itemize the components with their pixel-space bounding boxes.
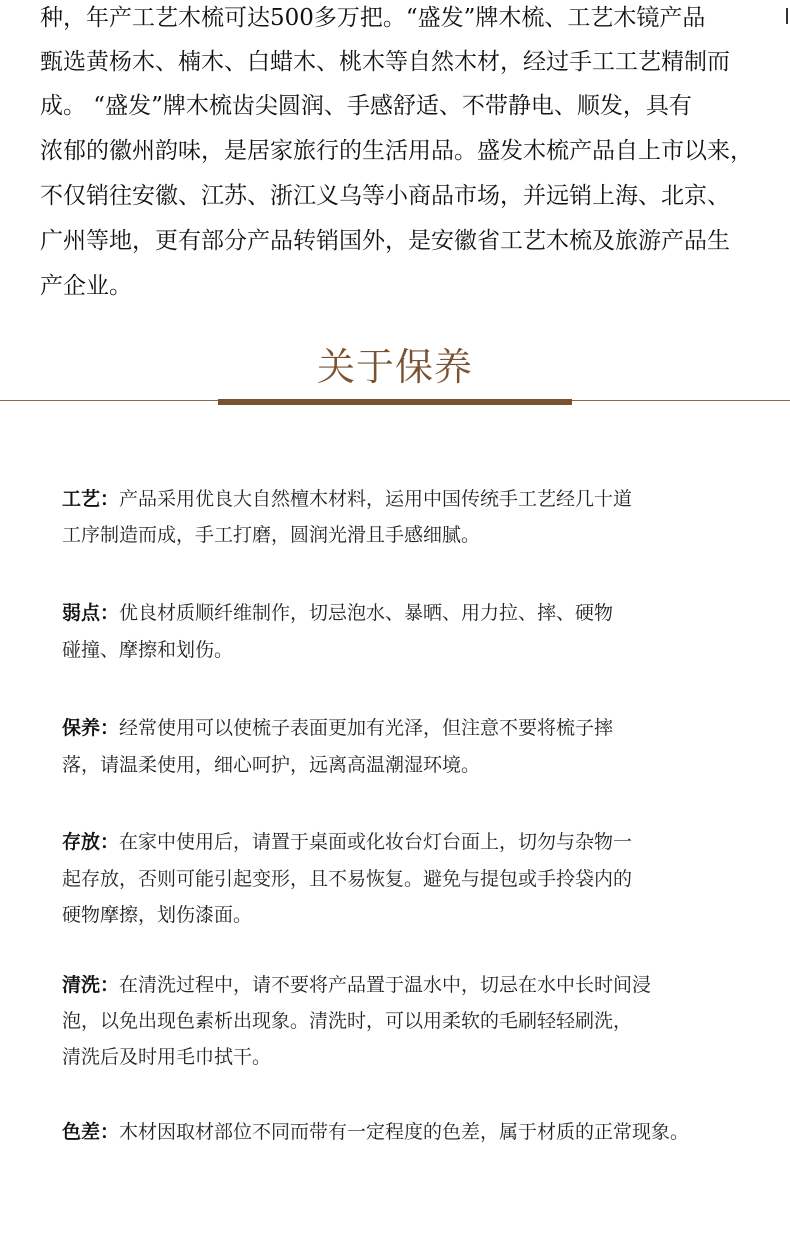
care-item-color-difference: [62, 1117, 689, 1147]
intro-line: 成。 “盛发”牌木梳齿尖圆润、手感舒适、不带静电、顺发，具有: [40, 93, 692, 119]
care-text: 在清洗过程中，请不要将产品置于温水中，切忌在水中长时间浸: [119, 974, 652, 996]
intro-line: 不仅销往安徽、江苏、浙江义乌等小商品市场，并远销上海、北京、: [40, 183, 730, 209]
care-item-storage-cont: 硬物摩擦，划伤漆面。: [62, 904, 253, 926]
care-text: 优良材质顺纤维制作，切忌泡水、暴晒、用力拉、摔、硬物: [119, 602, 614, 624]
care-label: 保养：: [62, 717, 120, 739]
care-item-storage-cont: 起存放，否则可能引起变形，且不易恢复。避免与提包或手拎袋内的: [62, 868, 633, 890]
care-item-weakness-cont: 碰撞、摩擦和划伤。: [62, 639, 234, 661]
care-item-storage: [62, 827, 632, 857]
care-item-craft-cont: 工序制造而成，手工打磨，圆润光滑且手感细腻。: [62, 524, 481, 546]
intro-line: 种，年产工艺木梳可达500多万把。“盛发”牌木梳、工艺木镜产品: [40, 5, 706, 31]
care-label: 存放：: [62, 831, 120, 853]
care-item-cleaning-cont: 清洗后及时用毛巾拭干。: [62, 1046, 272, 1068]
intro-line: 浓郁的徽州韵味，是居家旅行的生活用品。盛发木梳产品自上市以来，: [40, 138, 753, 164]
care-item-cleaning-cont: 泡，以免出现色素析出现象。清洗时，可以用柔软的毛刷轻轻刷洗，: [62, 1010, 633, 1032]
care-label: 色差：: [62, 1121, 120, 1143]
edge-mark: [786, 8, 788, 24]
care-label: 工艺：: [62, 488, 120, 510]
care-label: 清洗：: [62, 974, 120, 996]
section-underline: [218, 399, 572, 405]
intro-line: 甄选黄杨木、楠木、白蜡木、桃木等自然木材，经过手工工艺精制而: [40, 49, 730, 75]
care-item-weakness: [62, 598, 613, 628]
care-item-craft: [62, 484, 632, 514]
care-text: 木材因取材部位不同而带有一定程度的色差，属于材质的正常现象。: [119, 1121, 690, 1143]
intro-line: 产企业。: [40, 273, 132, 299]
intro-line: 广州等地，更有部分产品转销国外，是安徽省工艺木梳及旅游产品生: [40, 228, 730, 254]
care-text: 产品采用优良大自然檀木材料，运用中国传统手工艺经几十道: [119, 488, 633, 510]
care-text: 在家中使用后，请置于桌面或化妆台灯台面上，切勿与杂物一: [119, 831, 633, 853]
care-item-maintenance-cont: 落，请温柔使用，细心呵护，远离高温潮湿环境。: [62, 754, 481, 776]
section-title: 关于保养: [316, 345, 473, 389]
care-item-maintenance: [62, 713, 613, 743]
care-item-cleaning: [62, 970, 651, 1000]
care-text: 经常使用可以使梳子表面更加有光泽，但注意不要将梳子摔: [119, 717, 614, 739]
care-label: 弱点：: [62, 602, 120, 624]
